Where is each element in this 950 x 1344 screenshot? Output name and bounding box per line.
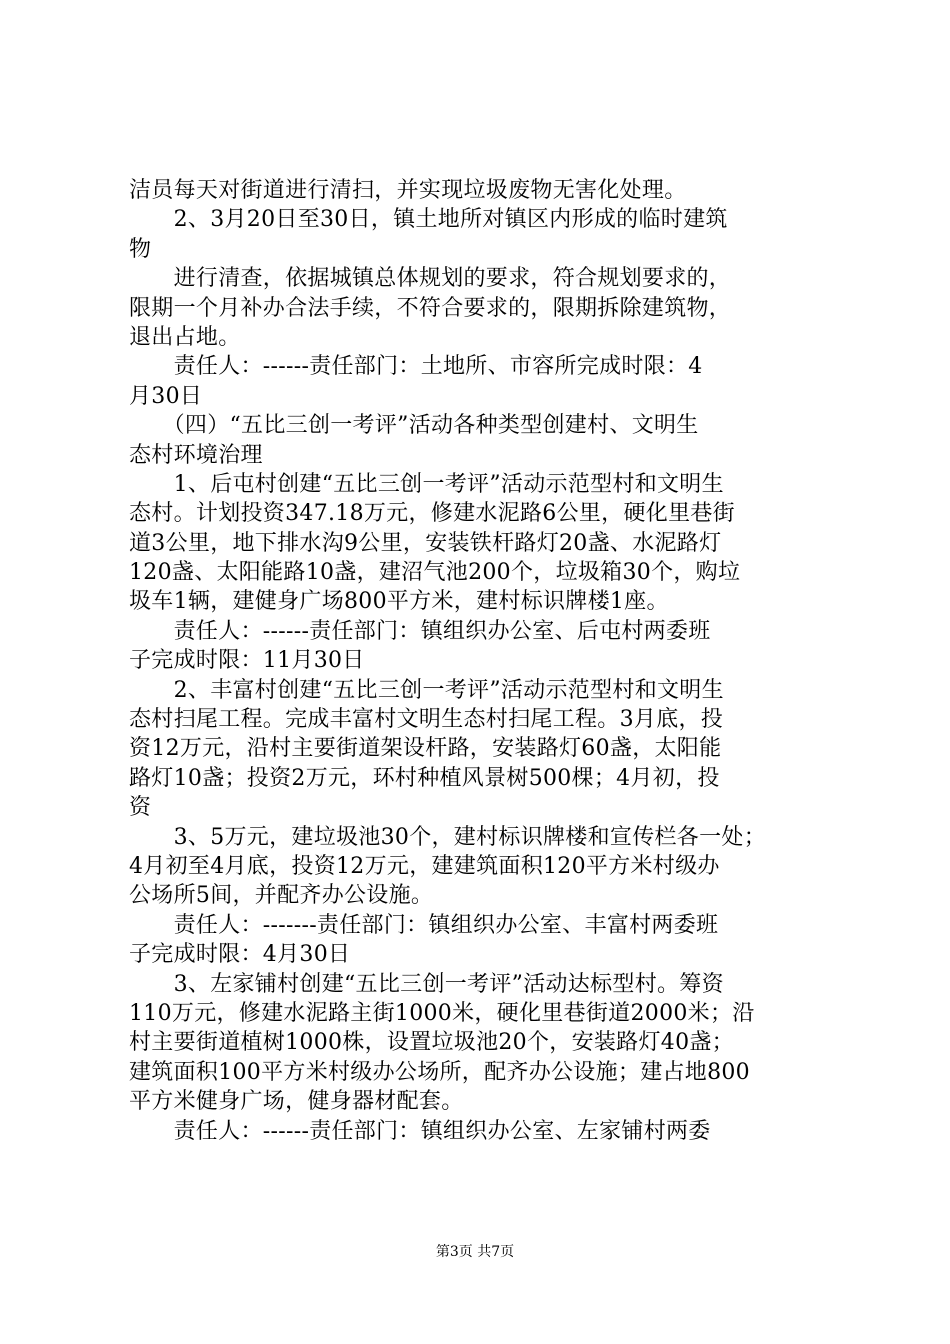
text-line: 月30日 [129, 383, 203, 409]
text-line: 责任人：------责任部门：镇组织办公室、后屯村两委班 [129, 618, 711, 644]
text-line: 责任人：-------责任部门：镇组织办公室、丰富村两委班 [129, 912, 719, 938]
text-line: 进行清查，依据城镇总体规划的要求，符合规划要求的， [129, 266, 732, 292]
text-line: 3、5万元，建垃圾池30个，建村标识牌楼和宣传栏各一处； [129, 824, 766, 850]
text-line: 洁员每天对街道进行清扫，并实现垃圾废物无害化处理。 [129, 178, 687, 203]
text-line: 态村。计划投资347.18万元，修建水泥路6公里，硬化里巷街 [129, 501, 735, 527]
section-heading: 态村环境治理 [129, 442, 263, 468]
text-line: 建筑面积100平方米村级办公场所，配齐办公设施；建占地800 [129, 1059, 750, 1085]
text-line: 2、3月20日至30日，镇土地所对镇区内形成的临时建筑 [129, 207, 728, 233]
text-line: 限期一个月补办合法手续，不符合要求的，限期拆除建筑物， [129, 295, 732, 321]
page-number-footer: 第3页 共7页 [435, 1244, 515, 1260]
text-line: 物 [129, 236, 152, 262]
text-line: 资12万元，沿村主要街道架设杆路，安装路灯60盏，太阳能 [129, 736, 722, 762]
text-line: 110万元，修建水泥路主街1000米，硬化里巷街道2000米；沿 [129, 1000, 755, 1026]
text-line: 子完成时限：11月30日 [129, 648, 365, 674]
text-line: 路灯10盏；投资2万元，环村种植风景树500棵；4月初，投 [129, 765, 720, 791]
text-line: 道3公里，地下排水沟9公里，安装铁杆路灯20盏、水泥路灯 [129, 530, 722, 556]
text-line: 2、丰富村创建“五比三创一考评”活动示范型村和文明生 [129, 677, 724, 703]
text-line: 态村扫尾工程。完成丰富村文明生态村扫尾工程。3月底，投 [129, 707, 724, 733]
text-line: 120盏、太阳能路10盏，建沼气池200个，垃圾箱30个，购垃 [129, 560, 741, 586]
text-line: 圾车1辆，建健身广场800平方米，建村标识牌楼1座。 [129, 589, 669, 615]
text-line: 责任人：------责任部门：土地所、市容所完成时限：4 [129, 354, 703, 380]
text-line: 资 [129, 795, 152, 821]
document-body [129, 176, 831, 1146]
text-line: 退出占地。 [129, 324, 241, 350]
text-line: 1、后屯村创建“五比三创一考评”活动示范型村和文明生 [129, 471, 724, 497]
text-line: 平方米健身广场，健身器材配套。 [129, 1089, 464, 1115]
text-line: 4月初至4月底，投资12万元，建建筑面积120平方米村级办 [129, 853, 720, 879]
text-line: 子完成时限：4月30日 [129, 942, 351, 968]
text-line: 村主要街道植树1000株，设置垃圾池20个，安装路灯40盏； [129, 1030, 734, 1056]
section-heading: （四）“五比三创一考评”活动各种类型创建村、文明生 [129, 413, 699, 439]
text-line: 3、左家铺村创建“五比三创一考评”活动达标型村。筹资 [129, 971, 724, 997]
text-line: 责任人：------责任部门：镇组织办公室、左家铺村两委 [129, 1118, 711, 1144]
text-line: 公场所5间，并配齐办公设施。 [129, 883, 434, 909]
